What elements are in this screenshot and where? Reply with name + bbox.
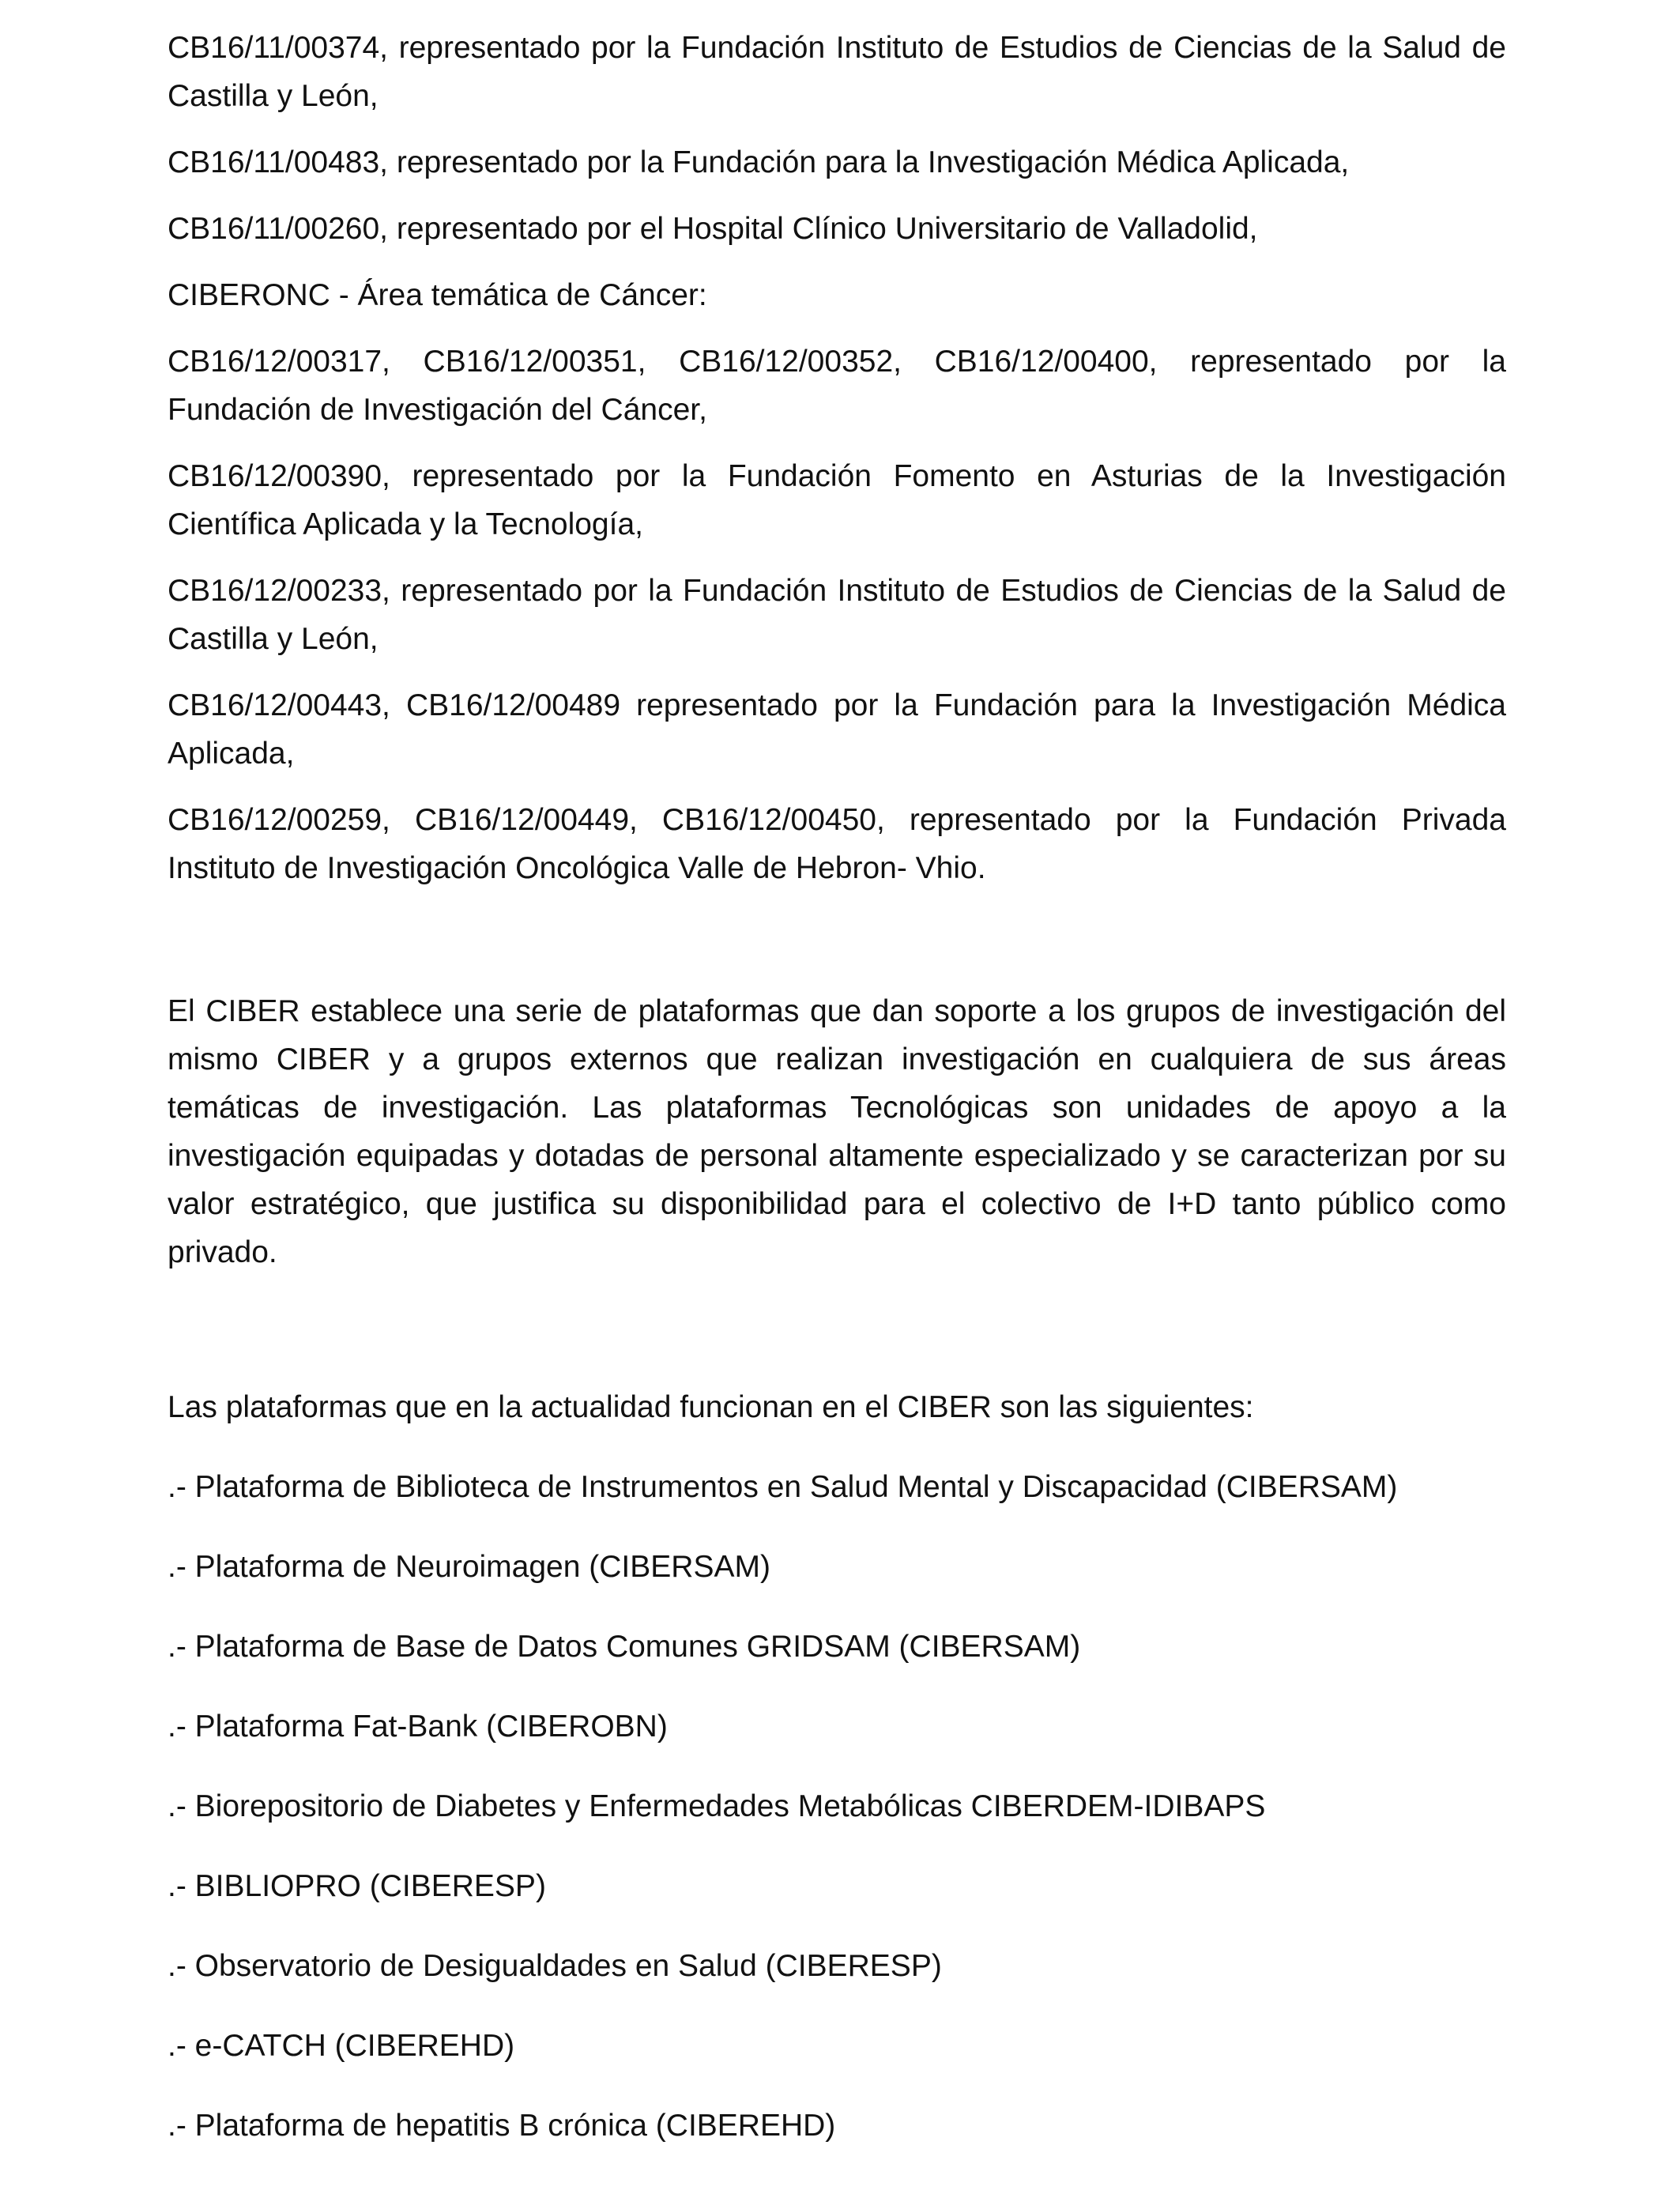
platforms-intro: Las plataformas que en la actualidad funcionan en el CIBER son las siguientes:	[168, 1390, 1254, 1424]
document-page	[168, 24, 1506, 2181]
list-item: .- Biorepositorio de Diabetes y Enfermedades Metabólicas CIBERDEM-IDIBAPS	[168, 1789, 1266, 1823]
paragraph-cb16-12-00443: CB16/12/00443, CB16/12/00489 representado por la Fundación para la Investigación Médica Aplicada,	[168, 688, 1506, 771]
paragraph-cb16-12-00390: CB16/12/00390, representado por la Fundación Fomento en Asturias de la Investigación Científica Aplicada y la Tecnología,	[168, 459, 1506, 541]
list-item: .- Plataforma de Biblioteca de Instrumentos en Salud Mental y Discapacidad (CIBERSAM)	[168, 1470, 1398, 1504]
list-item: .- e-CATCH (CIBEREHD)	[168, 2029, 515, 2063]
ciber-platforms-description: El CIBER establece una serie de plataformas que dan soporte a los grupos de investigación del mismo CIBER y a grupos externos que realizan investigación en cualquiera de sus áreas temáticas de investigación. Las plataformas Tecnológicas son unidades de apoyo a la investigación equipadas y dotadas de personal altamente especializado y se caracterizan por su valor estratégico, que justifica su disponibilidad para el colectivo de I+D tanto público como privado.	[168, 994, 1506, 1269]
list-item: .- Plataforma de hepatitis B crónica (CIBEREHD)	[168, 2109, 836, 2143]
platforms-list	[168, 1463, 1506, 2150]
paragraph-cb16-11-00260: CB16/11/00260, representado por el Hospital Clínico Universitario de Valladolid,	[168, 212, 1258, 246]
paragraph-cb16-11-00483: CB16/11/00483, representado por la Fundación para la Investigación Médica Aplicada,	[168, 145, 1350, 179]
list-item: .- BIBLIOPRO (CIBERESP)	[168, 1869, 546, 1903]
list-item: .- Plataforma de Base de Datos Comunes GRIDSAM (CIBERSAM)	[168, 1630, 1081, 1664]
section-heading-ciberonc: CIBERONC - Área temática de Cáncer:	[168, 278, 707, 312]
list-item: .- Plataforma de Neuroimagen (CIBERSAM)	[168, 1550, 770, 1584]
paragraph-cb16-12-00233: CB16/12/00233, representado por la Fundación Instituto de Estudios de Ciencias de la Salud de Castilla y León,	[168, 574, 1506, 656]
paragraph-cb16-11-00374: CB16/11/00374, representado por la Fundación Instituto de Estudios de Ciencias de la Salud de Castilla y León,	[168, 31, 1506, 113]
paragraph-cb16-12-00317: CB16/12/00317, CB16/12/00351, CB16/12/00352, CB16/12/00400, representado por la Fundación de Investigación del Cáncer,	[168, 345, 1506, 427]
list-item: .- Observatorio de Desigualdades en Salud (CIBERESP)	[168, 1949, 942, 1983]
paragraph-cb16-12-00259: CB16/12/00259, CB16/12/00449, CB16/12/00450, representado por la Fundación Privada Instituto de Investigación Oncológica Valle de Hebron- Vhio.	[168, 803, 1506, 885]
list-item: .- Plataforma Fat-Bank (CIBEROBN)	[168, 1710, 668, 1744]
